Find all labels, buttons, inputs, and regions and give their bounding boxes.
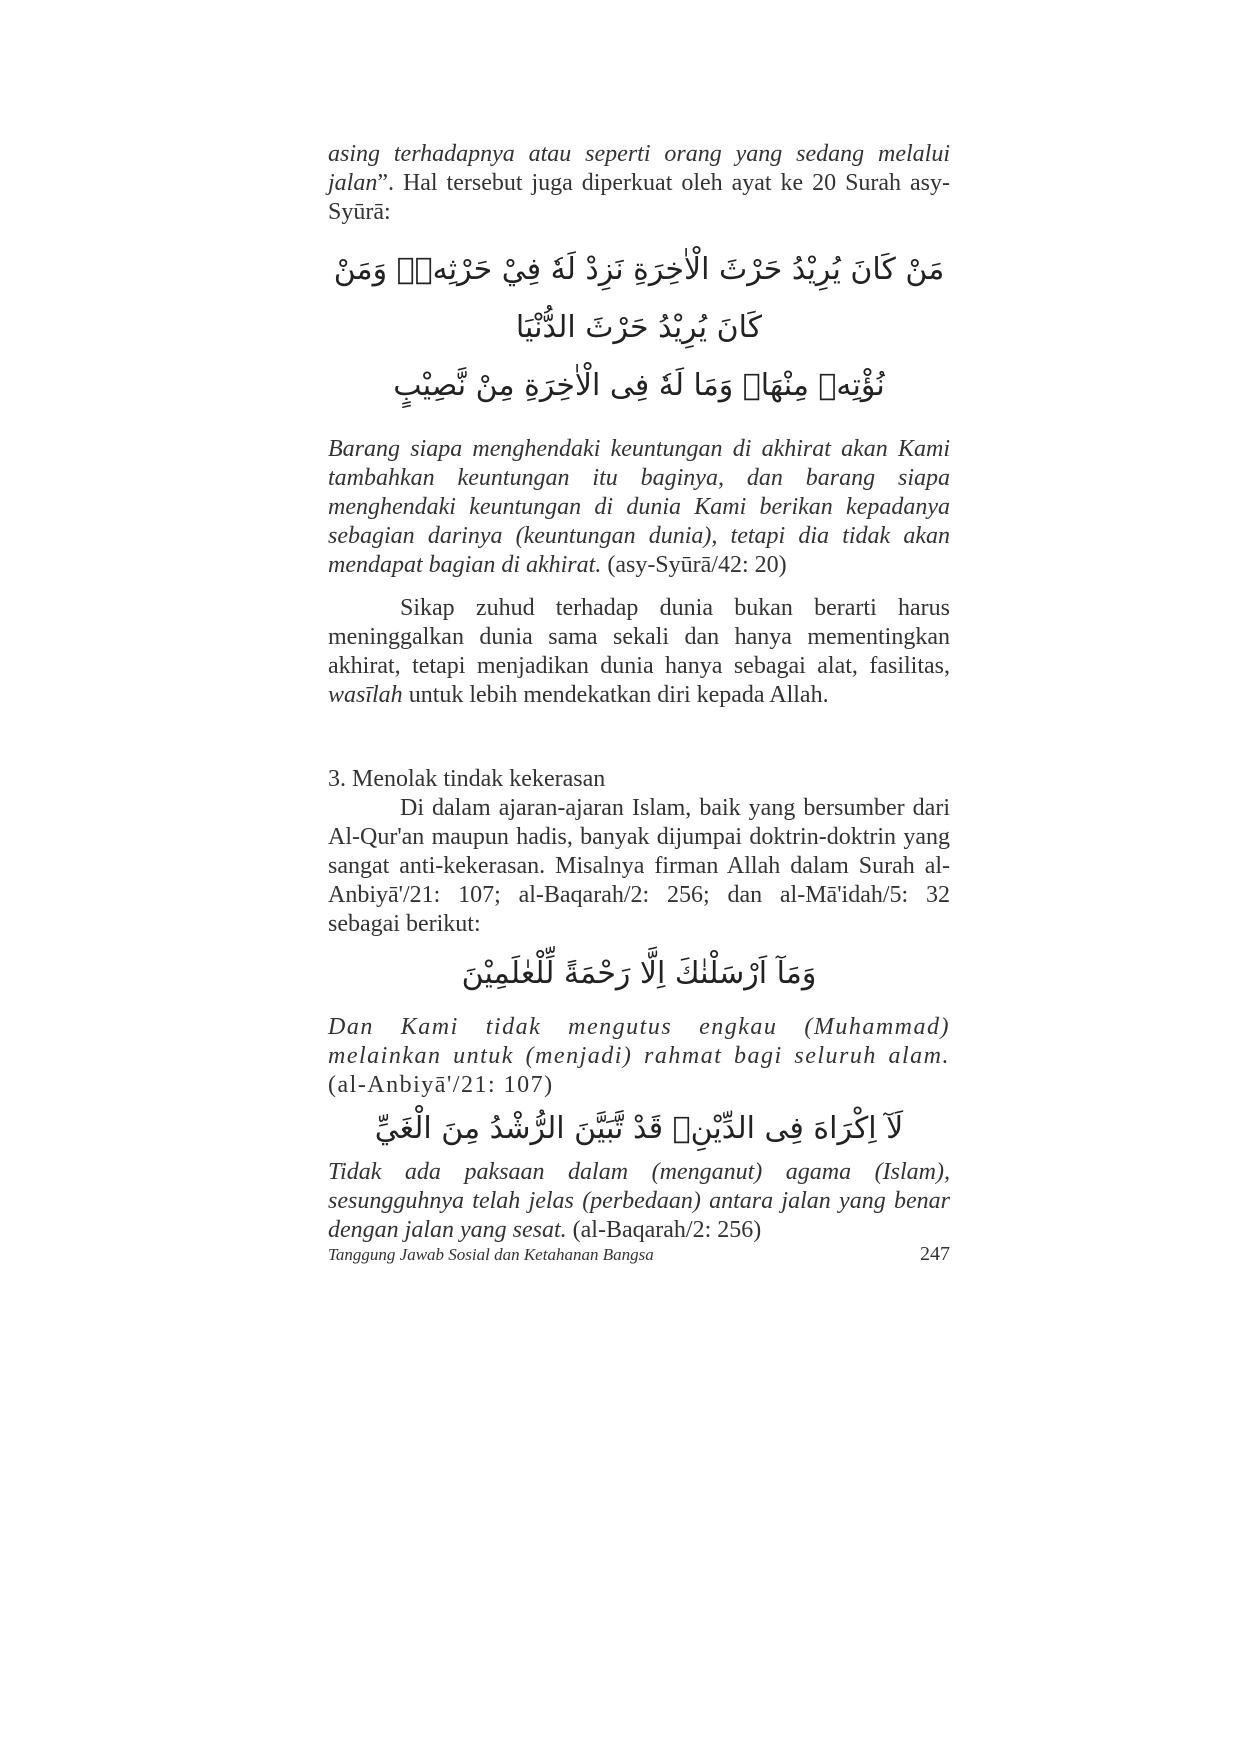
ayah-anbiya: وَمَآ اَرْسَلْنٰكَ اِلَّا رَحْمَةً لِّلْعٰلَمِيْنَ <box>461 956 817 991</box>
zuhud-paragraph <box>328 594 950 710</box>
translation-anbiya-citation: (al-Anbiyā'/21: 107) <box>328 1072 554 1098</box>
ayah-syura-line-2: نُؤْتِهٖ مِنْهَاۙ وَمَا لَهٗ فِى الْاٰخِرَةِ مِنْ نَّصِيْبٍ <box>393 368 885 403</box>
translation-baqarah-text: Tidak ada paksaan dalam (menganut) agama (Islam), sesungguhnya telah jelas (perbedaan) antara jalan yang benar dengan jalan yang sesat. <box>328 1159 950 1243</box>
zuhud-italic-term: wasīlah <box>328 682 403 708</box>
translation-baqarah <box>328 1158 950 1245</box>
ayah-syura <box>328 241 950 415</box>
page-number: 247 <box>920 1243 950 1265</box>
intro-paragraph <box>328 140 950 227</box>
zuhud-text-before: Sikap zuhud terhadap dunia bukan berarti harus meninggalkan dunia sama sekali dan hanya mementingkan akhirat, tetapi menjadikan dunia hanya sebagai alat, fasilitas, <box>328 595 950 679</box>
ayah-baqarah: لَآ اِكْرَاهَ فِى الدِّيْنِۗ قَدْ تَّبَيَّنَ الرُّشْدُ مِنَ الْغَيِّ <box>374 1111 904 1146</box>
page-footer <box>328 1243 950 1266</box>
intro-quote: asing terhadapnya atau seperti orang yang sedang melalui jalan <box>328 141 950 196</box>
translation-syura <box>328 435 950 580</box>
zuhud-text-after: untuk lebih mendekatkan diri kepada Allah. <box>402 682 829 708</box>
section-3-heading: 3. Menolak tindak kekerasan <box>328 766 606 792</box>
running-footer-title: Tanggung Jawab Sosial dan Ketahanan Bangsa <box>328 1245 654 1264</box>
section-3-paragraph: Di dalam ajaran-ajaran Islam, baik yang bersumber dari Al-Qur'an maupun hadis, banyak dijumpai doktrin-doktrin yang sangat anti-kekerasan. Misalnya firman Allah dalam Surah al-Anbiyā'/21: 107; al-Baqarah/2: 256; dan al-Mā'idah/5: 32 sebagai berikut: <box>328 795 950 937</box>
page-content <box>328 140 950 1245</box>
translation-syura-text: Barang siapa menghendaki keuntungan di akhirat akan Kami tambahkan keuntungan itu baginya, dan barang siapa menghendaki keuntungan di dunia Kami berikan kepadanya sebagian darinya (keuntungan dunia), tetapi dia tidak akan mendapat bagian di akhirat. <box>328 436 950 578</box>
translation-baqarah-citation: (al-Baqarah/2: 256) <box>572 1217 762 1243</box>
ayah-syura-line-1: مَنْ كَانَ يُرِيْدُ حَرْثَ الْاٰخِرَةِ نَزِدْ لَهٗ فِيْ حَرْثِهٖۚ وَمَنْ كَانَ يُرِيْدُ حَرْثَ الدُّنْيَا <box>333 252 945 345</box>
intro-text: ”. Hal tersebut juga diperkuat oleh ayat ke 20 Surah asy-Syūrā: <box>328 170 950 225</box>
translation-syura-citation: (asy-Syūrā/42: 20) <box>607 552 787 578</box>
translation-anbiya-text: Dan Kami tidak mengutus engkau (Muhammad) melainkan untuk (menjadi) rahmat bagi seluruh alam. <box>328 1014 950 1069</box>
translation-anbiya <box>328 1013 950 1100</box>
